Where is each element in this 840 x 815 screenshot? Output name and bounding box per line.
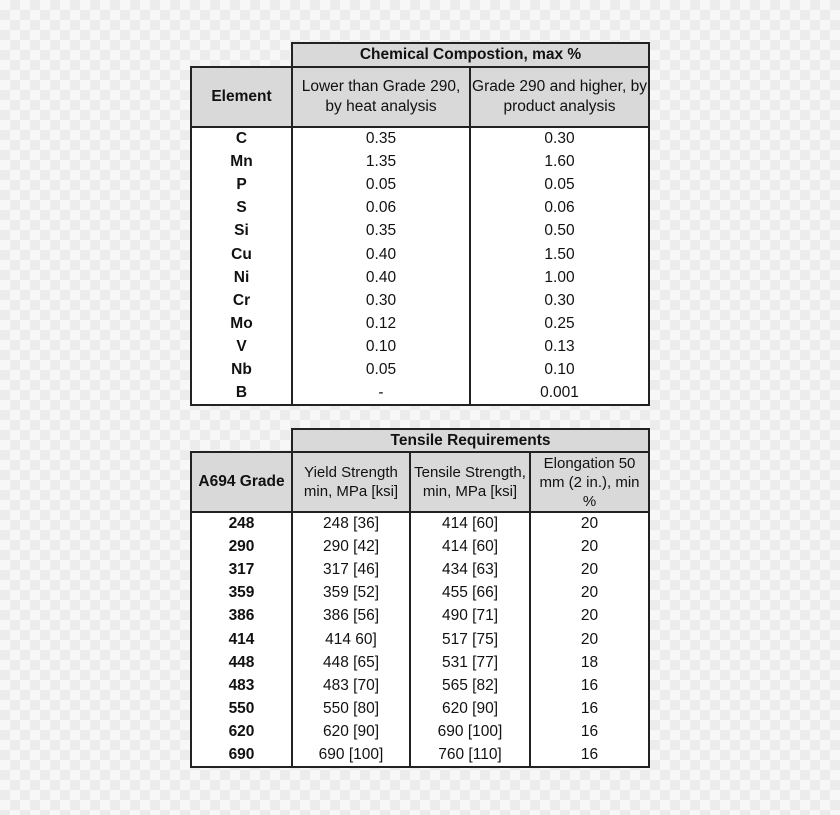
lower-grade-value: 0.05 (292, 359, 470, 382)
chemical-composition-table (190, 42, 650, 406)
lower-grade-value: 0.40 (292, 243, 470, 266)
tensile-value: 414 [60] (410, 512, 530, 535)
element-cell: Mn (191, 150, 292, 173)
grade-column-header: A694 Grade (191, 452, 292, 512)
table-row (191, 197, 649, 220)
yield-value: 248 [36] (292, 512, 410, 535)
yield-value: 483 [70] (292, 674, 410, 697)
grade-cell: 448 (191, 651, 292, 674)
yield-value: 386 [56] (292, 605, 410, 628)
grade-cell: 550 (191, 698, 292, 721)
lower-grade-value: 0.35 (292, 127, 470, 150)
higher-grade-value: 0.30 (470, 289, 649, 312)
tensile-strength-column-header: Tensile Strength, min, MPa [ksi] (410, 452, 530, 512)
yield-value: 317 [46] (292, 558, 410, 581)
tensile-value: 455 [66] (410, 582, 530, 605)
elongation-value: 18 (530, 651, 649, 674)
lower-grade-value: 0.30 (292, 289, 470, 312)
elongation-value: 20 (530, 535, 649, 558)
yield-value: 448 [65] (292, 651, 410, 674)
table-row (191, 359, 649, 382)
element-cell: Si (191, 220, 292, 243)
element-cell: C (191, 127, 292, 150)
tensile-value: 690 [100] (410, 721, 530, 744)
higher-grade-value: 0.06 (470, 197, 649, 220)
yield-value: 359 [52] (292, 582, 410, 605)
elongation-column-header: Elongation 50 mm (2 in.), min % (530, 452, 649, 512)
elongation-value: 20 (530, 558, 649, 581)
table-row (191, 651, 649, 674)
table-row (191, 382, 649, 405)
higher-grade-value: 0.001 (470, 382, 649, 405)
tensile-value: 531 [77] (410, 651, 530, 674)
elongation-value: 20 (530, 605, 649, 628)
lower-grade-value: 0.12 (292, 313, 470, 336)
table-row (191, 558, 649, 581)
element-cell: S (191, 197, 292, 220)
table-row (191, 220, 649, 243)
higher-grade-value: 0.30 (470, 127, 649, 150)
higher-grade-column-header: Grade 290 and higher, by product analysis (470, 67, 649, 127)
element-cell: Nb (191, 359, 292, 382)
lower-grade-value: 0.40 (292, 266, 470, 289)
tensile-table-body (191, 512, 649, 767)
grade-cell: 690 (191, 744, 292, 767)
higher-grade-value: 1.50 (470, 243, 649, 266)
table-row (191, 628, 649, 651)
yield-column-header: Yield Strength min, MPa [ksi] (292, 452, 410, 512)
elongation-value: 16 (530, 698, 649, 721)
table-row (191, 582, 649, 605)
corner-spacer (191, 429, 292, 452)
table-row (191, 266, 649, 289)
table-row (191, 173, 649, 196)
element-cell: B (191, 382, 292, 405)
grade-cell: 317 (191, 558, 292, 581)
higher-grade-value: 0.13 (470, 336, 649, 359)
lower-grade-column-header: Lower than Grade 290, by heat analysis (292, 67, 470, 127)
tensile-value: 565 [82] (410, 674, 530, 697)
grade-cell: 359 (191, 582, 292, 605)
lower-grade-value: - (292, 382, 470, 405)
table-row (191, 313, 649, 336)
table-row (191, 698, 649, 721)
element-cell: Cr (191, 289, 292, 312)
element-cell: Cu (191, 243, 292, 266)
tensile-value: 620 [90] (410, 698, 530, 721)
elongation-value: 16 (530, 744, 649, 767)
yield-value: 690 [100] (292, 744, 410, 767)
chemical-table-body (191, 127, 649, 405)
elongation-value: 20 (530, 582, 649, 605)
grade-cell: 483 (191, 674, 292, 697)
lower-grade-value: 0.10 (292, 336, 470, 359)
table-row (191, 674, 649, 697)
elongation-value: 16 (530, 721, 649, 744)
tensile-requirements-table (190, 428, 650, 768)
table-row (191, 127, 649, 150)
element-cell: Mo (191, 313, 292, 336)
lower-grade-value: 1.35 (292, 150, 470, 173)
table-row (191, 721, 649, 744)
corner-spacer (191, 43, 292, 67)
table-row (191, 336, 649, 359)
elongation-value: 20 (530, 628, 649, 651)
elongation-value: 16 (530, 674, 649, 697)
grade-cell: 248 (191, 512, 292, 535)
grade-cell: 290 (191, 535, 292, 558)
grade-cell: 620 (191, 721, 292, 744)
table-row (191, 289, 649, 312)
element-cell: P (191, 173, 292, 196)
lower-grade-value: 0.05 (292, 173, 470, 196)
higher-grade-value: 0.25 (470, 313, 649, 336)
higher-grade-value: 1.00 (470, 266, 649, 289)
tensile-group-header: Tensile Requirements (292, 429, 649, 452)
yield-value: 550 [80] (292, 698, 410, 721)
table-row (191, 605, 649, 628)
elongation-value: 20 (530, 512, 649, 535)
lower-grade-value: 0.06 (292, 197, 470, 220)
tensile-value: 517 [75] (410, 628, 530, 651)
yield-value: 414 60] (292, 628, 410, 651)
tensile-value: 414 [60] (410, 535, 530, 558)
tensile-value: 760 [110] (410, 744, 530, 767)
table-row (191, 512, 649, 535)
table-row (191, 243, 649, 266)
higher-grade-value: 0.50 (470, 220, 649, 243)
element-cell: V (191, 336, 292, 359)
table-row (191, 744, 649, 767)
yield-value: 290 [42] (292, 535, 410, 558)
higher-grade-value: 0.10 (470, 359, 649, 382)
yield-value: 620 [90] (292, 721, 410, 744)
element-cell: Ni (191, 266, 292, 289)
tensile-value: 490 [71] (410, 605, 530, 628)
tensile-value: 434 [63] (410, 558, 530, 581)
element-column-header: Element (191, 67, 292, 127)
higher-grade-value: 0.05 (470, 173, 649, 196)
table-row (191, 150, 649, 173)
grade-cell: 386 (191, 605, 292, 628)
lower-grade-value: 0.35 (292, 220, 470, 243)
grade-cell: 414 (191, 628, 292, 651)
chemical-group-header: Chemical Compostion, max % (292, 43, 649, 67)
table-row (191, 535, 649, 558)
higher-grade-value: 1.60 (470, 150, 649, 173)
